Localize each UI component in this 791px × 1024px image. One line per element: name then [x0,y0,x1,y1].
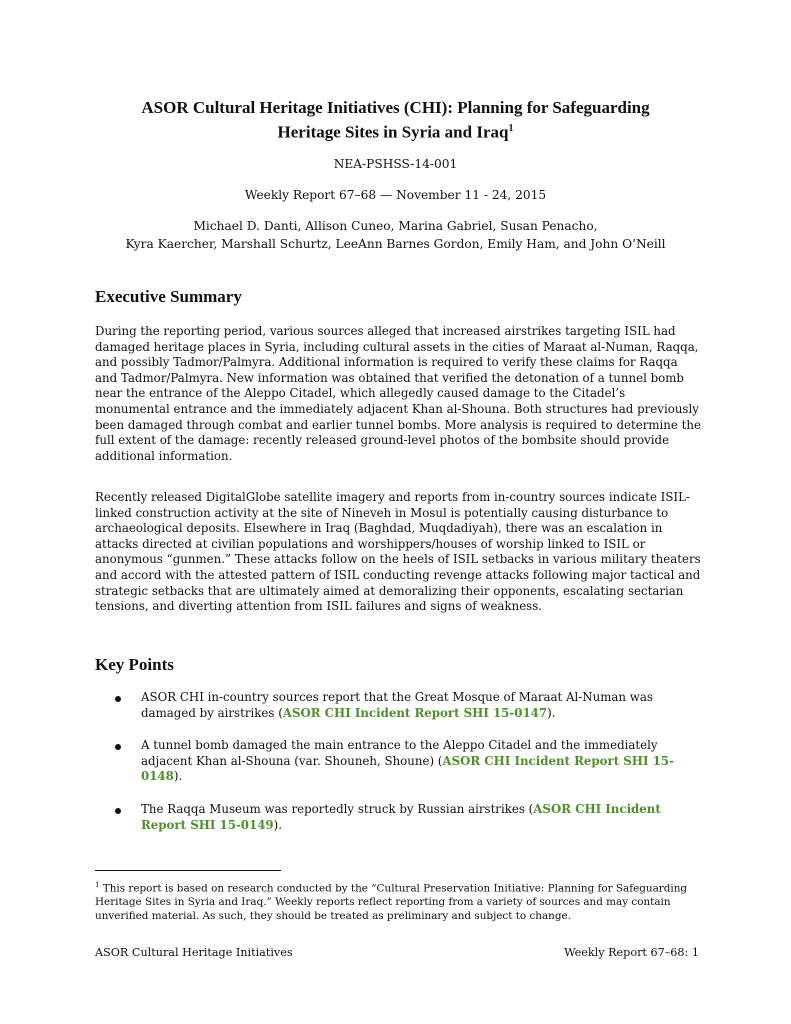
key-point-item [95,690,701,721]
bullet-icon [115,696,121,702]
title-line-2-text: Heritage Sites in Syria and Iraq [277,122,509,142]
footer-page-label: Weekly Report 67–68: 1 [564,946,699,959]
incident-report-link[interactable]: ASOR CHI Incident Report SHI 15-0148 [141,753,674,784]
footnote-divider [95,870,281,871]
title-line-1: ASOR Cultural Heritage Initiatives (CHI): Planning for Safeguarding [141,98,650,117]
key-point-item [95,738,701,785]
title-line-2 [0,118,791,143]
key-point-text: A tunnel bomb damaged the main entrance to the Aleppo Citadel and the immediately adjacent Khan al-Shouna (var. Shouneh, Shoune) ( [141,738,658,768]
footnote [95,878,701,923]
executive-summary-paragraph-1: During the reporting period, various sources alleged that increased airstrikes targeting ISIL had damaged heritage places in Syria, including cultural assets in the cities of Maraat al-Numan, Raqqa, and possibly Tadmor/Palmyra. Additional information is required to verify these claims for Raqqa and Tadmor/Palmyra. New information was obtained that verified the detonation of a tunnel bomb near the entrance of the Aleppo Citadel, which allegedly caused damage to the Citadel’s monumental entrance and the immediately adjacent Khan al-Shouna. Both structures had previously been damaged through combat and earlier tunnel bombs. More analysis is required to determine the full extent of the damage: recently released ground-level photos of the bombsite should provide additional information. [95,324,701,463]
key-point-text: The Raqqa Museum was reportedly struck by Russian airstrikes ( [141,801,534,816]
footnote-mark: 1 [95,881,100,889]
key-point-suffix: ). [273,817,282,832]
incident-report-link[interactable]: ASOR CHI Incident Report SHI 15-0147 [282,705,548,720]
authors-line-2: Kyra Kaercher, Marshall Schurtz, LeeAnn Barnes Gordon, Emily Ham, and John O’Neill [125,237,666,251]
authors [0,217,791,253]
executive-summary-paragraph-2: Recently released DigitalGlobe satellite imagery and reports from in-country sources indicate ISIL-linked construction activity at the site of Nineveh in Mosul is potentially causing disturbance to archaeological deposits. Elsewhere in Iraq (Baghdad, Muqdadiyah), there was an escalation in attacks directed at civilian populations and worshippers/houses of worship linked to ISIL or anonymous “gunmen.” These attacks follow on the heels of ISIL setbacks in various military theaters and accord with the attested pattern of ISIL conducting revenge attacks following major tactical and strategic setbacks that are ultimately aimed at demoralizing their opponents, escalating sectarian tensions, and diverting attention from ISIL failures and signs of weakness. [95,490,701,614]
key-points-heading: Key Points [95,655,174,674]
key-point-suffix: ). [547,705,556,720]
title-footnote-mark: 1 [508,123,514,134]
authors-line-1: Michael D. Danti, Allison Cuneo, Marina Gabriel, Susan Penacho, [193,219,598,233]
key-point-item [95,802,701,833]
report-code: NEA-PSHSS-14-001 [333,157,458,171]
bullet-icon [115,744,121,750]
incident-report-link[interactable]: ASOR CHI Incident Report SHI 15-0149 [141,801,661,832]
key-point-suffix: ). [173,769,183,784]
footnote-text: This report is based on research conducted by the “Cultural Preservation Initiative: Planning for Safeguarding Heritage Sites in Syria and Iraq.” Weekly reports reflect reporting from a variety of sources and may contain unverified material. As such, they should be treated as preliminary and subject to change. [95,882,688,923]
key-point-text: ASOR CHI in-country sources report that the Great Mosque of Maraat Al-Numan was damaged by airstrikes ( [141,690,653,720]
report-title [0,97,791,143]
bullet-icon [115,808,121,814]
weekly-report-date: Weekly Report 67–68 — November 11 - 24, 2015 [244,188,547,202]
key-points-list [95,690,701,850]
executive-summary-heading: Executive Summary [95,287,242,306]
footer-organization: ASOR Cultural Heritage Initiatives [95,946,293,959]
